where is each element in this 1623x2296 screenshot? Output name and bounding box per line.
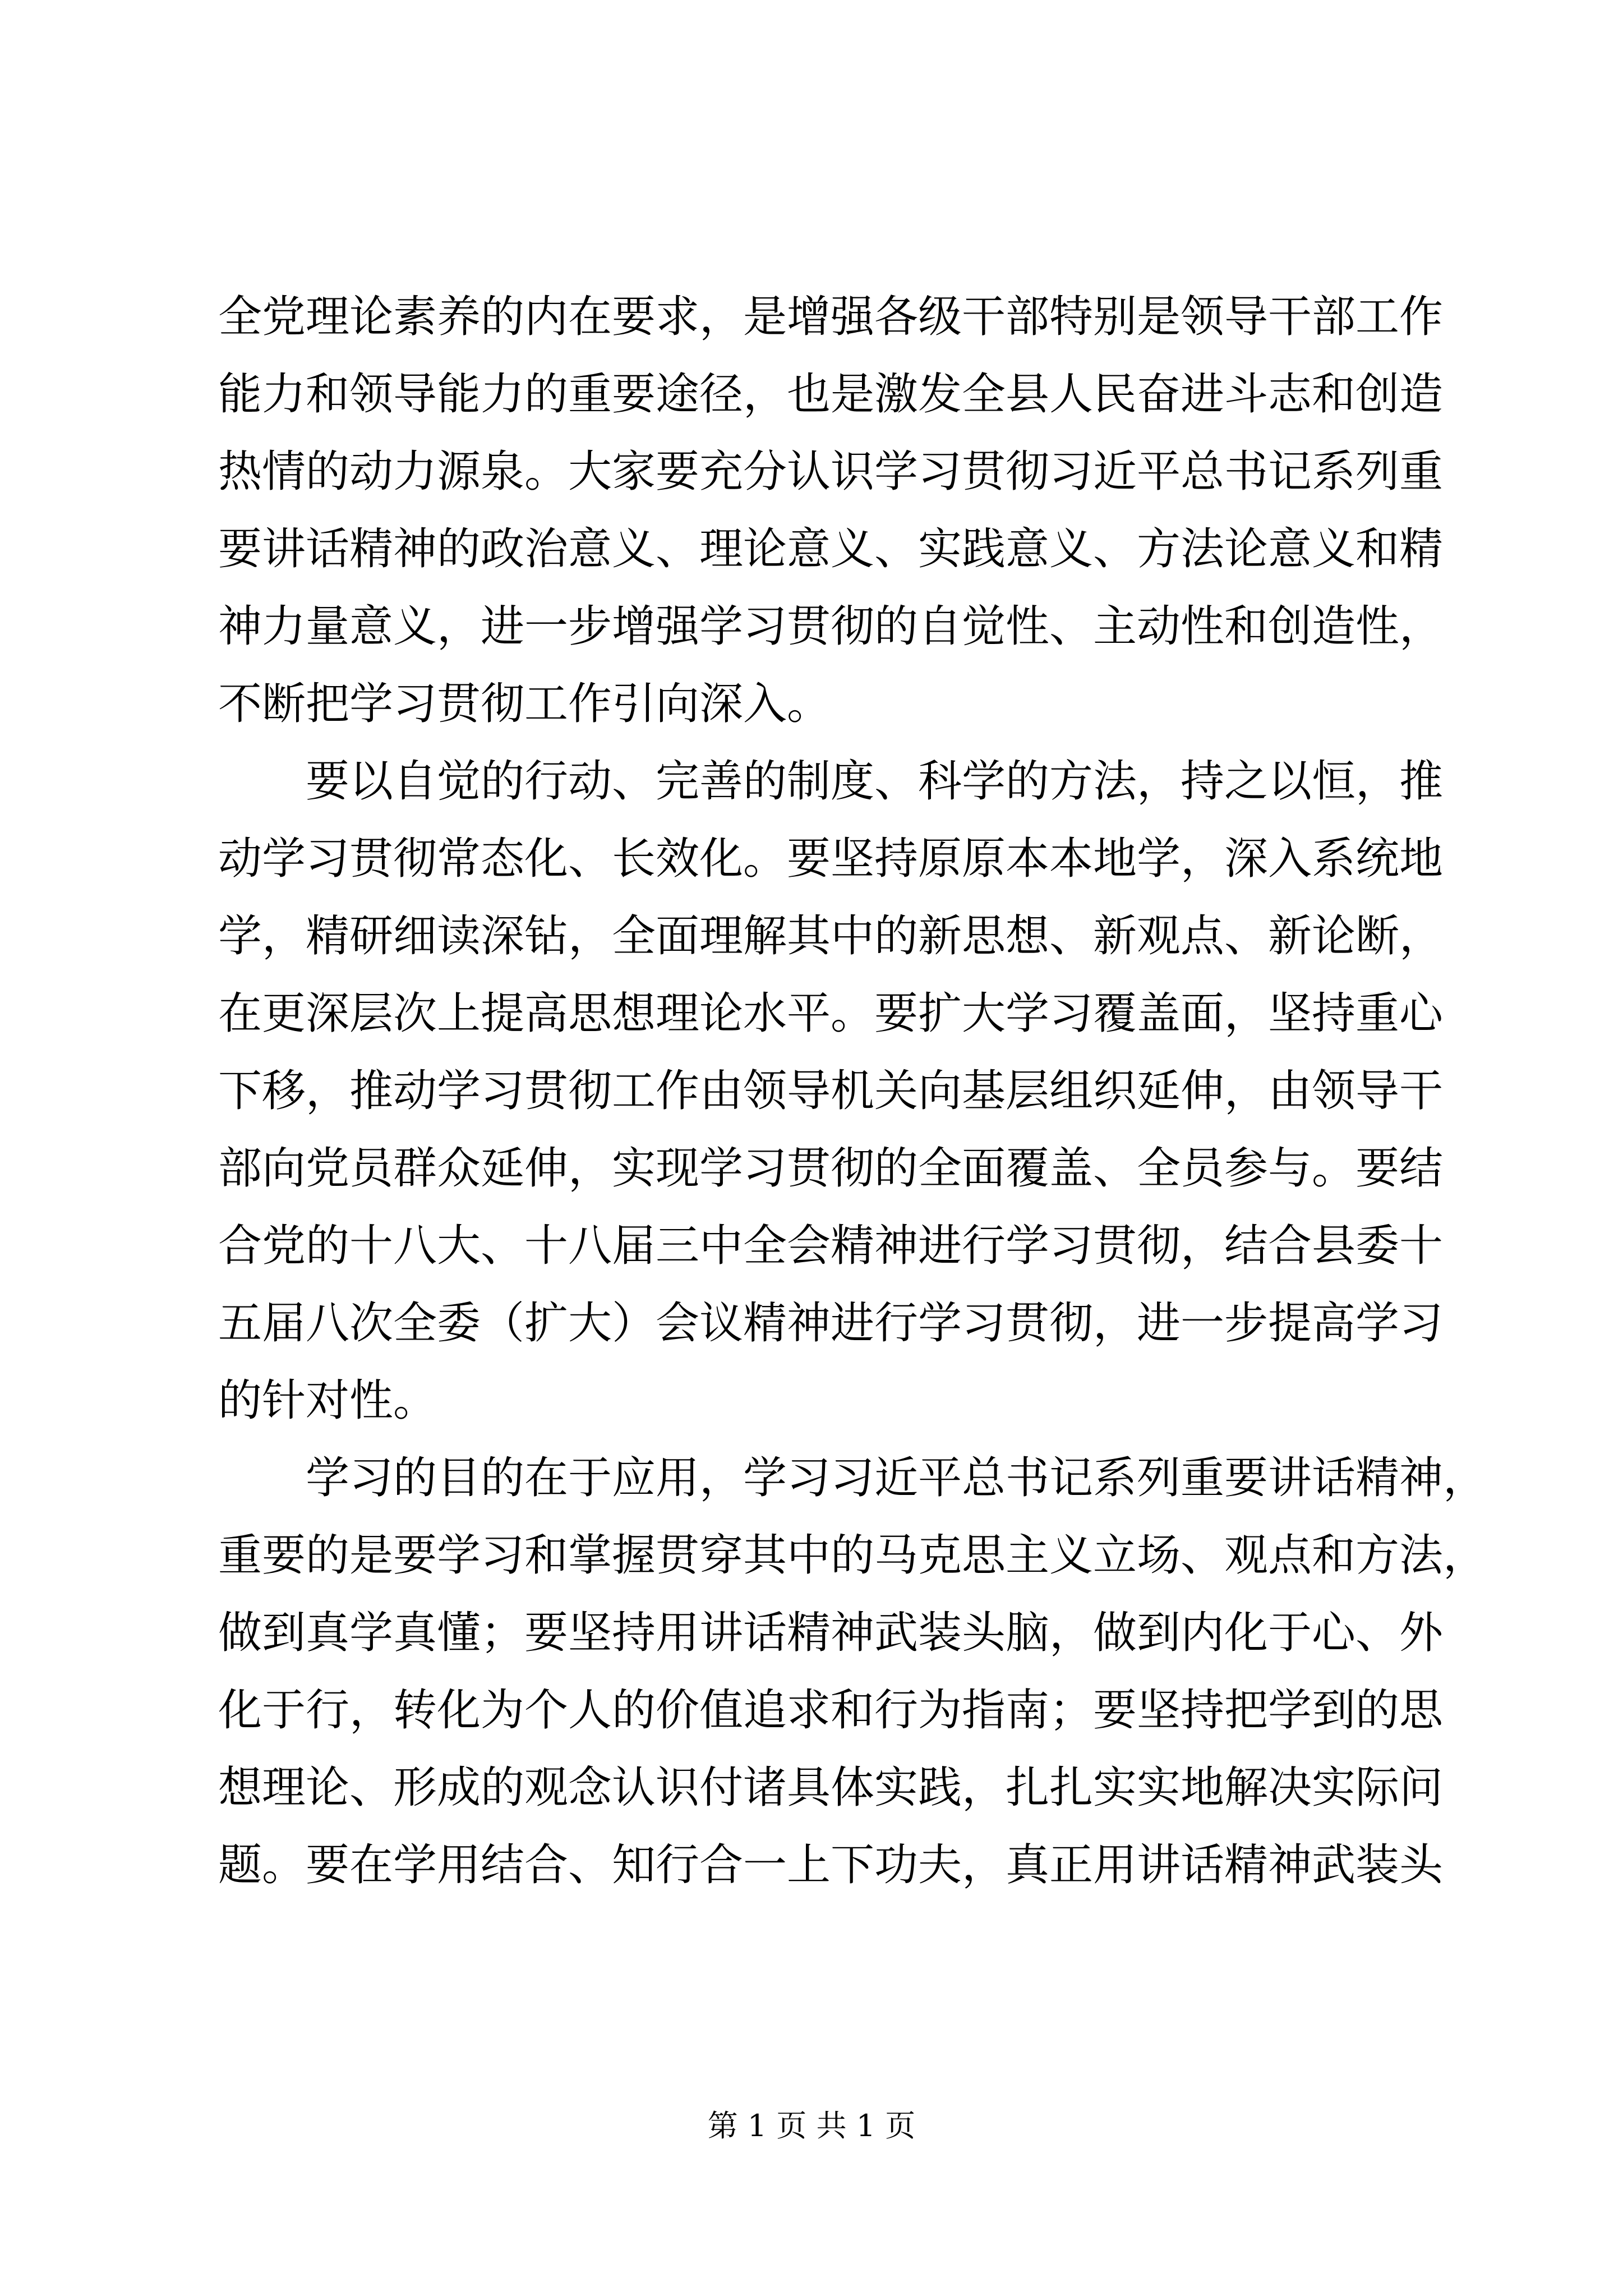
text-line: 化于行，转化为个人的价值追求和行为指南；要坚持把学到的思 [218, 1685, 1444, 1736]
text-line: 要以自觉的行动、完善的制度、科学的方法，持之以恒，推 [306, 756, 1444, 807]
paragraph-3 [218, 1439, 1487, 1904]
text-line: 能力和领导能力的重要途径，也是激发全县人民奋进斗志和创造 [218, 369, 1444, 420]
text-line: 重要的是要学习和掌握贯穿其中的马克思主义立场、观点和方法， [218, 1530, 1487, 1581]
text-line: 的针对性。 [218, 1375, 437, 1426]
text-line: 热情的动力源泉。大家要充分认识学习贯彻习近平总书记系列重 [218, 447, 1444, 497]
text-line: 做到真学真懂；要坚持用讲话精神武装头脑，做到内化于心、外 [218, 1608, 1444, 1658]
text-line: 五届八次全委（扩大）会议精神进行学习贯彻，进一步提高学习 [218, 1298, 1444, 1349]
page-number-footer: 第 1 页 共 1 页 [707, 2108, 916, 2143]
text-line: 不断把学习贯彻工作引向深入。 [218, 679, 831, 729]
text-line: 题。要在学用结合、知行合一上下功夫，真正用讲话精神武装头 [218, 1840, 1444, 1890]
text-line: 动学习贯彻常态化、长效化。要坚持原原本本地学，深入系统地 [218, 834, 1444, 884]
document-body [218, 278, 1487, 1904]
text-line: 下移，推动学习贯彻工作由领导机关向基层组织延伸，由领导干 [218, 1066, 1444, 1116]
paragraph-2 [218, 743, 1444, 1439]
text-line: 在更深层次上提高思想理论水平。要扩大学习覆盖面，坚持重心 [218, 988, 1444, 1039]
text-line: 合党的十八大、十八届三中全会精神进行学习贯彻，结合县委十 [218, 1221, 1444, 1271]
text-line: 全党理论素养的内在要求，是增强各级干部特别是领导干部工作 [218, 292, 1444, 342]
text-line: 要讲话精神的政治意义、理论意义、实践意义、方法论意义和精 [218, 524, 1444, 574]
text-line: 神力量意义，进一步增强学习贯彻的自觉性、主动性和创造性， [218, 601, 1444, 652]
text-line: 部向党员群众延伸，实现学习贯彻的全面覆盖、全员参与。要结 [218, 1143, 1444, 1194]
paragraph-1 [218, 278, 1444, 743]
text-line: 学习的目的在于应用，学习习近平总书记系列重要讲话精神， [306, 1453, 1487, 1503]
text-line: 学，精研细读深钻，全面理解其中的新思想、新观点、新论断， [218, 911, 1444, 961]
text-line: 想理论、形成的观念认识付诸具体实践，扎扎实实地解决实际问 [218, 1763, 1444, 1813]
